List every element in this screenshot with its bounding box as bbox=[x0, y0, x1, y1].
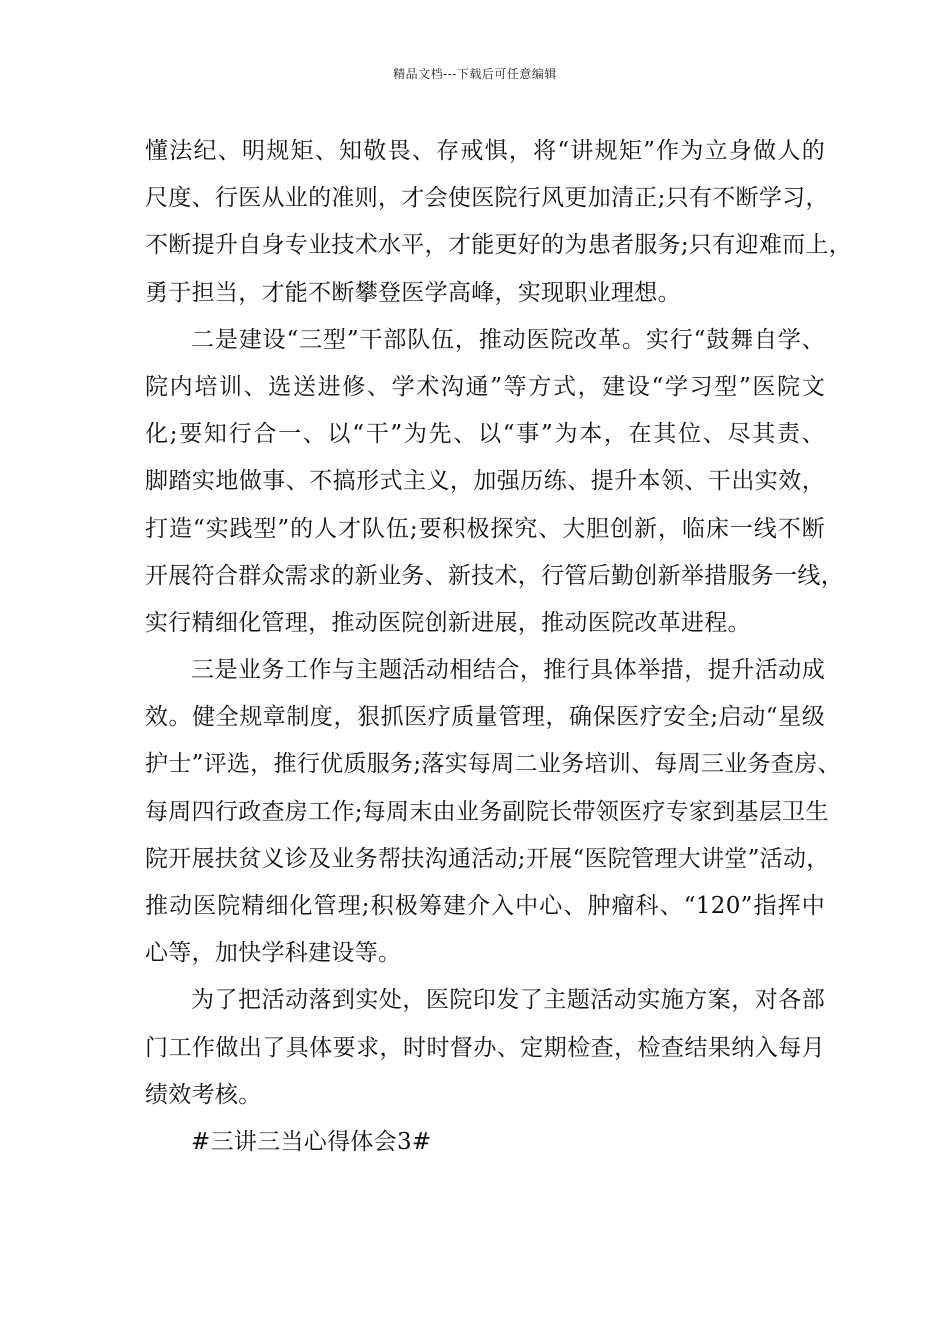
text-line: 三是业务工作与主题活动相结合，推行具体举措，提升活动成 bbox=[191, 657, 825, 684]
section-heading bbox=[145, 1124, 825, 1171]
text-line: 开展符合群众需求的新业务、新技术，行管后勤创新举措服务一线， bbox=[145, 562, 844, 589]
document-body bbox=[145, 133, 853, 1171]
paragraph-3 bbox=[145, 652, 841, 982]
text-line: 心等，加快学科建设等。 bbox=[145, 940, 402, 967]
text-line: 实行精细化管理，推动医院创新进展，推动医院改革进程。 bbox=[145, 609, 751, 636]
text-line: 化;要知行合一、以“干”为先、以“事”为本，在其位、尽其责、 bbox=[145, 421, 825, 448]
text-line: 为了把活动落到实处，医院印发了主题活动实施方案，对各部 bbox=[191, 987, 825, 1014]
page-header: 精品文档---下载后可任意编辑 bbox=[393, 67, 557, 81]
text-line: 护士”评选，推行优质服务;落实每周二业务培训、每周三业务查房、 bbox=[145, 751, 841, 778]
text-line: 不断提升自身专业技术水平，才能更好的为患者服务;只有迎难而上， bbox=[145, 232, 853, 259]
paragraph-1 bbox=[145, 133, 853, 322]
text-line: 脚踏实地做事、不搞形式主义，加强历练、提升本领、干出实效， bbox=[145, 468, 825, 495]
text-line: 院开展扶贫义诊及业务帮扶沟通活动;开展“医院管理大讲堂”活动， bbox=[145, 845, 830, 872]
text-line: 门工作做出了具体要求，时时督办、定期检查，检查结果纳入每月 bbox=[145, 1034, 825, 1061]
text-line: 尺度、行医从业的准则，才会使医院行风更加清正;只有不断学习， bbox=[145, 185, 829, 212]
text-line: 懂法纪、明规矩、知敬畏、存戒惧，将“讲规矩”作为立身做人的 bbox=[145, 138, 825, 164]
section-heading-text: #三讲三当心得体会3# bbox=[191, 1128, 432, 1155]
text-line: 院内培训、选送进修、学术沟通”等方式，建设“学习型”医院文 bbox=[145, 373, 825, 400]
text-line: 打造“实践型”的人才队伍;要积极探究、大胆创新，临床一线不断 bbox=[145, 515, 825, 542]
paragraph-4 bbox=[145, 982, 825, 1124]
text-line: 二是建设“三型”干部队伍，推动医院改革。实行“鼓舞自学、 bbox=[191, 326, 825, 353]
text-line: 绩效考核。 bbox=[145, 1081, 262, 1108]
text-line: 每周四行政查房工作;每周末由业务副院长带领医疗专家到基层卫生 bbox=[145, 798, 829, 825]
paragraph-2 bbox=[145, 322, 844, 652]
text-line: 效。健全规章制度，狠抓医疗质量管理，确保医疗安全;启动“星级 bbox=[145, 704, 825, 731]
text-line: 勇于担当，才能不断攀登医学高峰，实现职业理想。 bbox=[145, 279, 681, 306]
text-line: 推动医院精细化管理;积极筹建介入中心、肿瘤科、“120”指挥中 bbox=[145, 893, 825, 919]
